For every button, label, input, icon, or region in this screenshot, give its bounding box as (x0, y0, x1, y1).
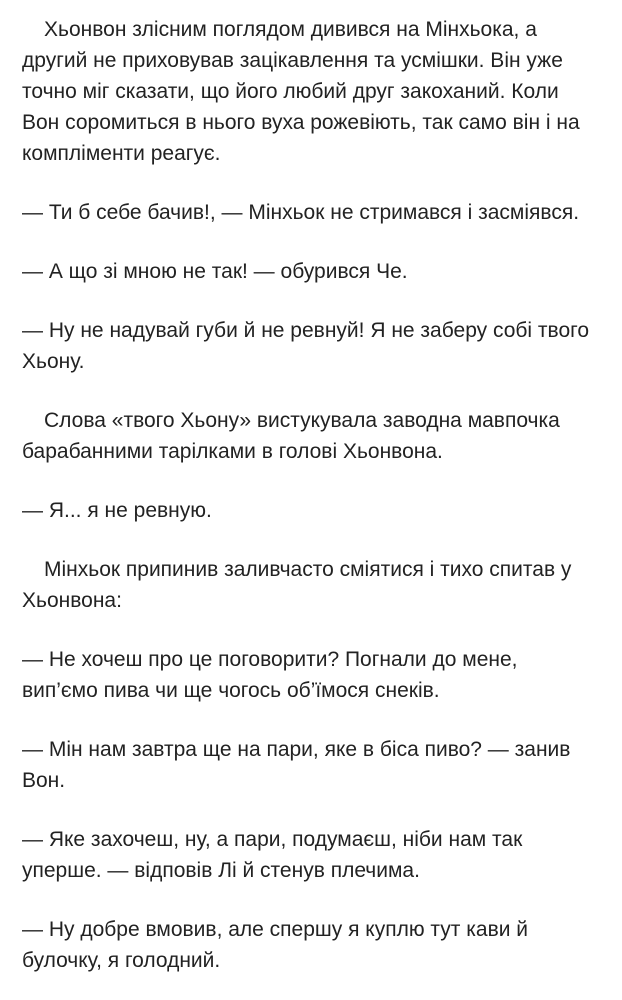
paragraph-6: — Я... я не ревную. (22, 499, 212, 522)
paragraph-8: — Не хочеш про це поговорити? Погнали до мене, вип’ємо пива чи ще чогось об’їмося снеків. (22, 648, 518, 702)
paragraph-5: Слова «твого Хьону» вистукувала заводна мавпочка барабанними тарілками в голові Хьонвона. (22, 409, 560, 463)
paragraph-1: Хьонвон злісним поглядом дивився на Мінхьока, а другий не приховував зацікавлення та усмішки. Він уже точно міг сказати, що його любий друг закоханий. Коли Вон соромиться в нього вуха рожевіють, так само він і на компліменти реагує. (22, 18, 580, 165)
paragraph-7: Мінхьок припинив заливчасто сміятися і тихо спитав у Хьонвона: (22, 558, 572, 612)
paragraph-2: — Ти б себе бачив!, — Мінхьок не стримався і засміявся. (22, 201, 580, 224)
paragraph-3: — А що зі мною не так! — обурився Че. (22, 260, 408, 283)
paragraph-10: — Яке захочеш, ну, а пари, подумаєш, ніби нам так уперше. — відповів Лі й стенув плечима. (22, 828, 523, 882)
paragraph-9: — Мін нам завтра ще на пари, яке в біса пиво? — занив Вон. (22, 738, 571, 792)
paragraph-4: — Ну не надувай губи й не ревнуй! Я не заберу собі твого Хьону. (22, 319, 590, 373)
paragraph-11: — Ну добре вмовив, але спершу я куплю тут кави й булочку, я голодний. (22, 918, 529, 972)
